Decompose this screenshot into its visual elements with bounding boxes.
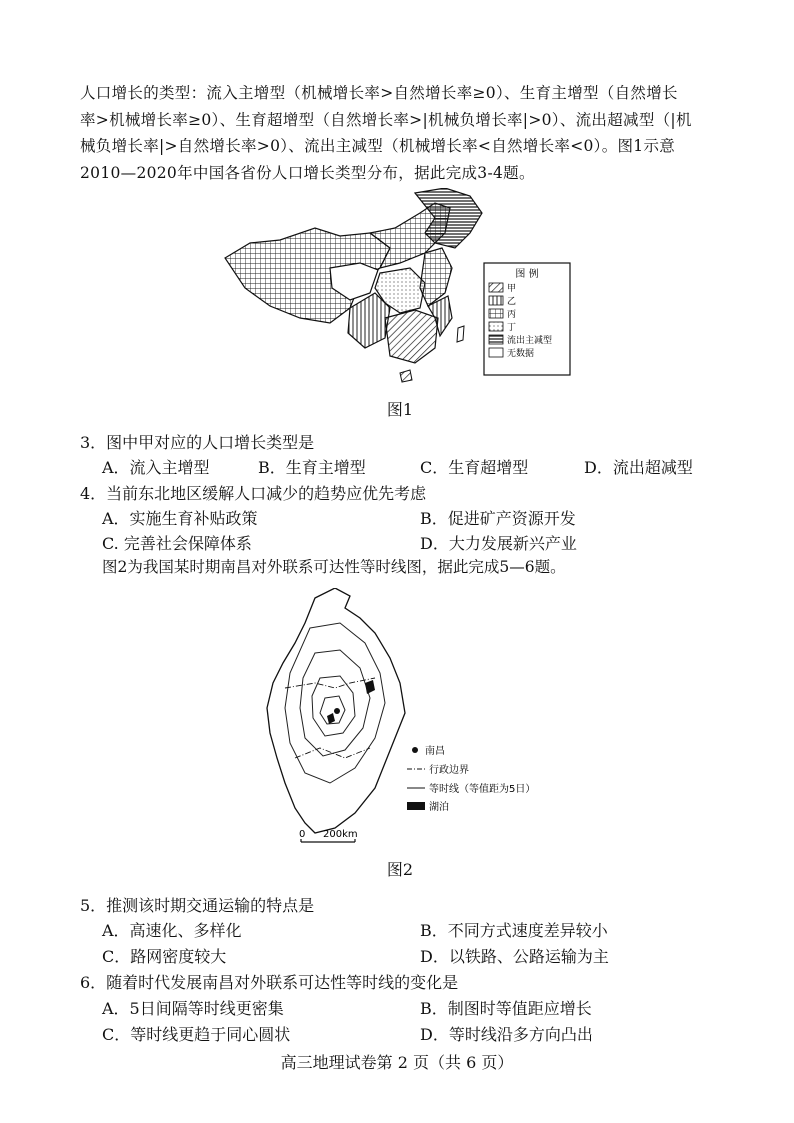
question-5-option-a[interactable]: A．高速化、多样化	[102, 921, 242, 940]
question-3-option-c[interactable]: C．生育超增型	[420, 458, 529, 477]
isochrone-line	[300, 650, 370, 756]
map-region-southwest	[348, 293, 390, 348]
map-region-hainan	[400, 370, 412, 382]
question-4-stem: 4．当前东北地区缓解人口减少的趋势应优先考虑	[80, 484, 427, 503]
question-3-option-b[interactable]: B．生育主增型	[258, 458, 366, 477]
intro-paragraph	[80, 80, 720, 186]
figure2-legend	[407, 744, 535, 813]
question-4-option-b[interactable]: B．促进矿产资源开发	[420, 509, 576, 528]
figure1-map	[220, 188, 575, 388]
legend-nanchang: 南昌	[425, 746, 445, 757]
question-6-option-c[interactable]: C．等时线更趋于同心圆状	[102, 1025, 291, 1044]
legend-item: 丁	[507, 323, 517, 333]
legend-admin-boundary: 行政边界	[429, 765, 469, 776]
intro-line: 械负增长率|>自然增长率>0）、流出主减型（机械增长率<自然增长率<0）。图1示意	[80, 137, 676, 155]
scale-zero: 0	[299, 829, 306, 840]
intro-line: 人口增长的类型：流入主增型（机械增长率>自然增长率≥0）、生育主增型（自然增长	[80, 84, 678, 102]
figure2-caption: 图2	[386, 860, 414, 879]
isochrone-line	[312, 676, 355, 736]
legend-item: 无数据	[507, 349, 535, 359]
lake	[327, 713, 335, 724]
question-6-stem: 6．随着时代发展南昌对外联系可达性等时线的变化是	[80, 973, 459, 992]
map-region-taiwan	[457, 326, 464, 342]
figure1-caption: 图1	[386, 400, 414, 419]
intro-line: 2010—2020年中国各省份人口增长类型分布，据此完成3-4题。	[80, 163, 535, 182]
legend-item: 丙	[507, 310, 517, 320]
legend-item: 乙	[507, 297, 517, 307]
question-6-option-a[interactable]: A．5日间隔等时线更密集	[102, 999, 284, 1018]
question-5-option-c[interactable]: C．路网密度较大	[102, 947, 227, 966]
question-5-option-d[interactable]: D．以铁路、公路运输为主	[420, 947, 609, 966]
question-4-option-c[interactable]: C. 完善社会保障体系	[102, 534, 252, 553]
figure1-legend	[484, 263, 570, 375]
map-region-south	[385, 310, 438, 363]
legend-lake: 湖泊	[429, 802, 449, 813]
page-footer: 高三地理试卷第 2 页（共 6 页）	[280, 1053, 514, 1072]
question-5-stem: 5．推测该时期交通运输的特点是	[80, 896, 315, 915]
figure2-intro: 图2为我国某时期南昌对外联系可达性等时线图，据此完成5—6题。	[102, 558, 566, 576]
question-3-option-d[interactable]: D．流出超减型	[584, 458, 693, 477]
legend-title: 图 例	[515, 269, 539, 280]
legend-item: 流出主减型	[507, 336, 553, 346]
nanchang-point	[334, 708, 340, 714]
legend-item: 甲	[507, 284, 517, 294]
question-5-option-b[interactable]: B．不同方式速度差异较小	[420, 921, 608, 940]
question-6-option-d[interactable]: D．等时线沿多方向凸出	[420, 1025, 593, 1044]
scale-bar	[299, 829, 358, 842]
question-3-stem: 3．图中甲对应的人口增长类型是	[80, 433, 315, 452]
admin-boundary	[285, 678, 375, 688]
question-4-option-d[interactable]: D．大力发展新兴产业	[420, 534, 577, 553]
lake	[365, 680, 375, 694]
scale-label: 200km	[323, 829, 358, 840]
intro-line: 率>机械增长率≥0）、生育超增型（自然增长率>|机械负增长率|>0）、流出超减型（|机	[80, 110, 692, 129]
question-4-option-a[interactable]: A．实施生育补贴政策	[102, 509, 258, 528]
legend-isochrone: 等时线（等值距为5日）	[429, 784, 536, 795]
question-6-option-b[interactable]: B．制图时等值距应增长	[420, 999, 592, 1018]
figure2-map	[255, 588, 585, 850]
question-3-option-a[interactable]: A．流入主增型	[102, 458, 210, 477]
